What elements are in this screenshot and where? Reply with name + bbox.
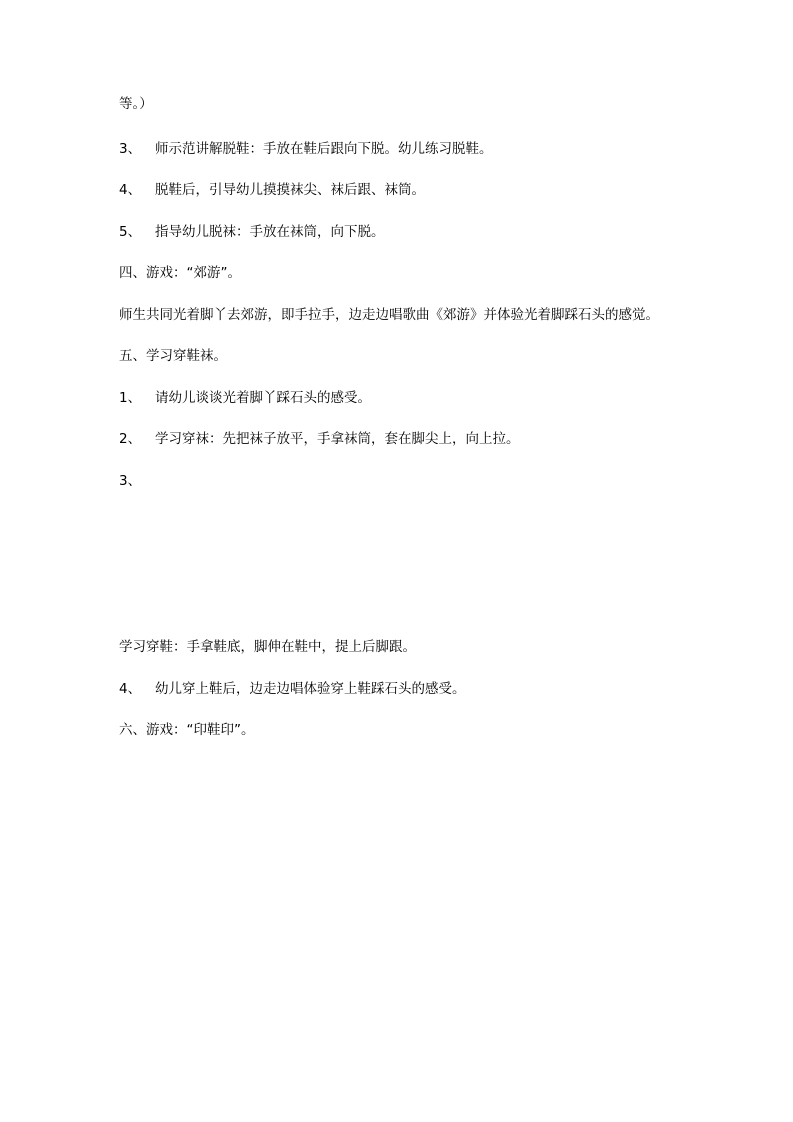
line-text: 请幼儿谈谈光着脚丫踩石头的感受。 [155, 390, 371, 406]
list-item-3-empty [119, 473, 155, 489]
section-heading-five [119, 348, 227, 364]
paragraph-outing [119, 307, 659, 323]
list-number: 1、 [119, 390, 142, 406]
paragraph-wear-shoes [119, 639, 416, 655]
list-number: 4、 [119, 681, 142, 697]
list-number: 4、 [119, 182, 142, 198]
list-item-5-remove-socks [119, 224, 385, 240]
section-heading-four [119, 265, 241, 281]
list-item-2-wear-socks [119, 431, 520, 447]
list-item-4-touch-socks [119, 182, 425, 198]
list-number: 3、 [119, 141, 142, 157]
line-text: 幼儿穿上鞋后，边走边唱体验穿上鞋踩石头的感受。 [155, 681, 466, 697]
heading-text: 六、游戏：“印鞋印”。 [119, 722, 255, 738]
list-number: 5、 [119, 224, 142, 240]
paragraph-text: 学习穿鞋：手拿鞋底，脚伸在鞋中，提上后脚跟。 [119, 639, 416, 655]
list-item-4-walk-sing [119, 681, 466, 697]
line-text: 等。） [119, 96, 153, 112]
section-heading-six [119, 722, 255, 738]
text-line-continuation [119, 96, 153, 112]
list-item-1-feelings [119, 390, 371, 406]
line-text: 学习穿袜：先把袜子放平，手拿袜筒，套在脚尖上，向上拉。 [155, 431, 520, 447]
line-text: 指导幼儿脱袜：手放在袜筒，向下脱。 [155, 224, 385, 240]
list-item-3-remove-shoes [119, 141, 493, 157]
list-number: 3、 [119, 473, 142, 489]
paragraph-text: 师生共同光着脚丫去郊游，即手拉手，边走边唱歌曲《郊游》并体验光着脚踩石头的感觉。 [119, 307, 659, 323]
line-text: 脱鞋后，引导幼儿摸摸袜尖、袜后跟、袜筒。 [155, 182, 425, 198]
list-number: 2、 [119, 431, 142, 447]
line-text: 师示范讲解脱鞋：手放在鞋后跟向下脱。幼儿练习脱鞋。 [155, 141, 493, 157]
heading-text: 五、学习穿鞋袜。 [119, 348, 227, 364]
heading-text: 四、游戏：“郊游”。 [119, 265, 241, 281]
